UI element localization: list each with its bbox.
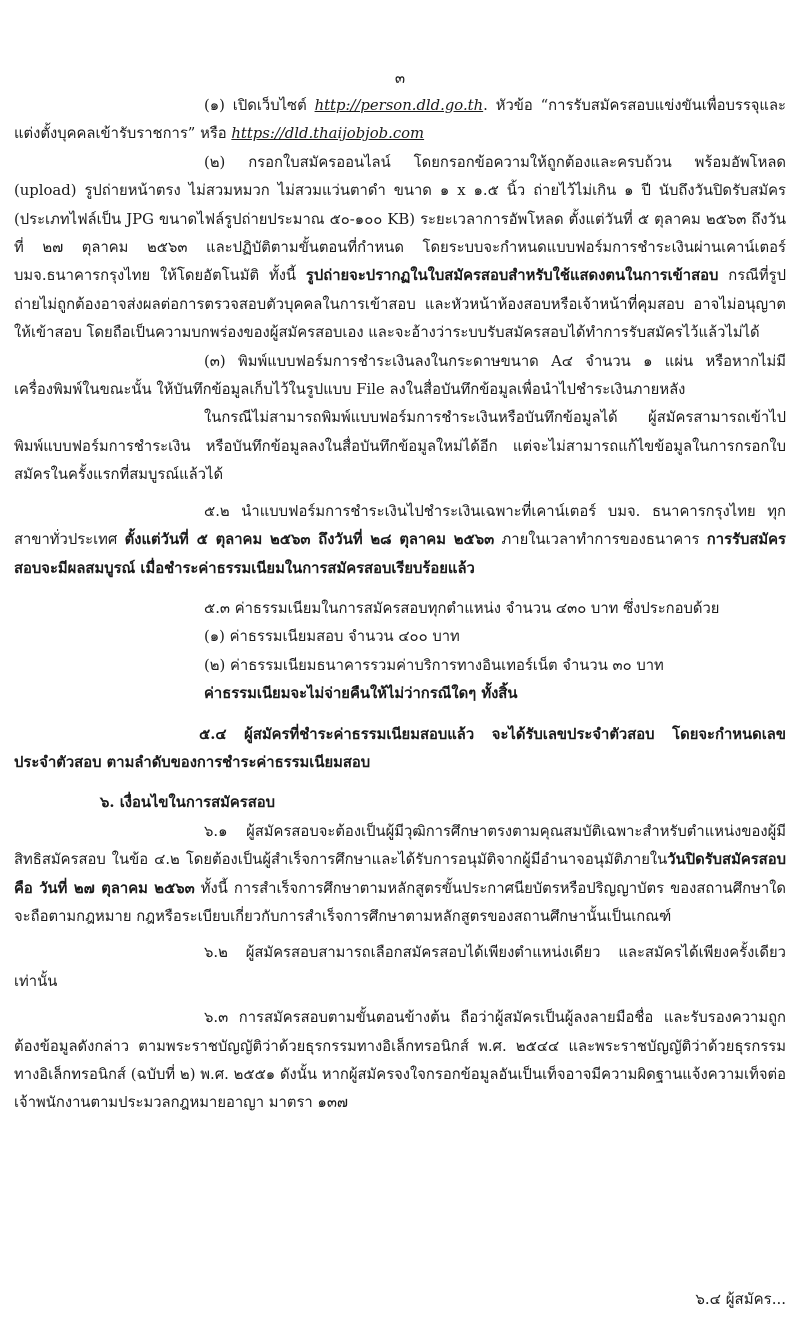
item-open-website (14, 92, 786, 149)
section-5-2 (14, 498, 786, 583)
section-5-2-payment-dates: ตั้งแต่วันที่ ๕ ตุลาคม ๒๕๖๓ ถึงวันที่ ๒๘ ตุลาคม ๒๕๖๓ (124, 531, 495, 549)
document-body (14, 92, 786, 1118)
section-5-2-text-b: ภายในเวลาทำการของธนาคาร (494, 531, 707, 549)
fee-exam: (๑) ค่าธรรมเนียมสอบ จำนวน ๔๐๐ บาท (204, 628, 460, 646)
section-6-3: ๖.๓ การสมัครสอบตามขั้นตอนข้างต้น ถือว่าผู้สมัครเป็นผู้ลงลายมือชื่อ และรับรองความถูกต้องข้อมูลดังกล่าว ตามพระราชบัญญัติว่าด้วยธุรกรรมทางอิเล็กทรอนิกส์ พ.ศ. ๒๕๔๔ และพระราชบัญญัติว่าด้วยธุรกรรมทางอิเล็กทรอนิกส์ (ฉบับที่ ๒) พ.ศ. ๒๕๕๑ ดังนั้น หากผู้สมัครจงใจกรอกข้อมูลอันเป็นเท็จอาจมีความผิดฐานแจ้งความเท็จต่อเจ้าพนักงานตามประมวลกฎหมายอาญา มาตรา ๑๓๗ (14, 1009, 786, 1112)
section-5-4: ๕.๔ ผู้สมัครที่ชำระค่าธรรมเนียมสอบแล้ว จะได้รับเลขประจำตัวสอบ โดยจะกำหนดเลขประจำตัวสอบ ตามลำดับของการชำระค่าธรรมเนียมสอบ (14, 725, 786, 771)
section-6-heading: ๖. เงื่อนไขในการสมัครสอบ (100, 794, 276, 812)
section-6-1 (14, 818, 786, 932)
section-5-3: ๕.๓ ค่าธรรมเนียมในการสมัครสอบทุกตำแหน่ง จำนวน ๔๓๐ บาท ซึ่งประกอบด้วย (204, 599, 720, 617)
section-5-2-text-a: ๕.๒ นำแบบฟอร์มการชำระเงินไปชำระเงินเฉพาะที่เคาน์เตอร์ บมจ. ธนาคารกรุงไทย ทุกสาขาทั่วประเทศ (14, 502, 786, 549)
fee-non-refundable-notice: ค่าธรรมเนียมจะไม่จ่ายคืนให้ไม่ว่ากรณีใดๆ ทั้งสิ้น (204, 685, 518, 703)
photo-notice-bold: รูปถ่ายจะปรากฏในใบสมัครสอบสำหรับใช้แสดงตนในการเข้าสอบ (305, 267, 719, 285)
section-6-1-text-a: ๖.๑ ผู้สมัครสอบจะต้องเป็นผู้มีวุฒิการศึกษาตรงตามคุณสมบัติเฉพาะสำหรับตำแหน่งของผู้มีสิทธิสมัครสอบ ในข้อ ๔.๒ โดยต้องเป็นผู้สำเร็จการศึกษาและได้รับการอนุมัติจากผู้มีอำนาจอนุมัติภายใน (14, 822, 786, 869)
section-6-1-closing-date: วันปิดรับสมัครสอบ คือ วันที่ ๒๗ ตุลาคม ๒๕๖๓ (14, 851, 786, 897)
item-open-website-text-b: . หัวข้อ “การรับสมัครสอบแข่งขันเพื่อบรรจุและแต่งตั้งบุคคลเข้ารับราชการ” หรือ (14, 97, 786, 143)
item-fill-online-form-text-a: (๒) กรอกใบสมัครออนไลน์ โดยกรอกข้อความให้ถูกต้องและครบถ้วน พร้อมอัพโหลด (upload) รูปถ่ายหน้าตรง ไม่สวมหมวก ไม่สวมแว่นตาดำ ขนาด ๑ x ๑.๕ นิ้ว ถ่ายไว้ไม่เกิน ๑ ปี นับถึงวันปิดรับสมัคร (ประเภทไฟล์เป็น JPG ขนาดไฟล์รูปถ่ายประมาณ ๕๐-๑๐๐ KB) ระยะเวลาการอัพโหลด ตั้งแต่วันที่ ๕ ตุลาคม ๒๕๖๓ ถึงวันที่ ๒๗ ตุลาคม ๒๕๖๓ และปฏิบัติตามขั้นตอนที่กำหนด โดยระบบจะกำหนดแบบฟอร์มการชำระเงินผ่านเคาน์เตอร์ บมจ.ธนาคารกรุงไทย ให้โดยอัตโนมัติ ทั้งนี้ (14, 153, 786, 285)
section-6-1-text-b: ทั้งนี้ การสำเร็จการศึกษาตามหลักสูตรขั้นประกาศนียบัตรหรือปริญญาบัตร ของสถานศึกษาใด จะถือตามกฎหมาย กฎหรือระเบียบเกี่ยวกับการสำเร็จการศึกษาตามหลักสูตรของสถานศึกษานั้นเป็นเกณฑ์ (14, 879, 787, 925)
section-5-2-completion-notice: การรับสมัครสอบจะมีผลสมบูรณ์ เมื่อชำระค่าธรรมเนียมในการสมัครสอบเรียบร้อยแล้ว (14, 531, 786, 577)
item-fill-online-form-text-b: กรณีที่รูปถ่ายไม่ถูกต้องอาจส่งผลต่อการตรวจสอบตัวบุคคลในการเข้าสอบ และหัวหน้าห้องสอบหรือเจ้าหน้าที่คุมสอบ อาจไม่อนุญาตให้เข้าสอบ โดยถือเป็นความบกพร่องของผู้สมัครสอบเอง และจะอ้างว่าระบบรับสมัครสอบได้ทำการรับสมัครไว้แล้วไม่ได้ (14, 267, 786, 342)
thaijobjob-link[interactable]: https://dld.thaijobjob.com (231, 125, 425, 143)
fee-bank: (๒) ค่าธรรมเนียมธนาคารรวมค่าบริการทางอินเทอร์เน็ต จำนวน ๓๐ บาท (204, 656, 664, 674)
item-fill-online-form (14, 149, 786, 348)
continued-footer: ๖.๔ ผู้สมัคร... (695, 1290, 786, 1308)
person-dld-link[interactable]: http://person.dld.go.th (314, 97, 484, 114)
page-number: ๓ (394, 69, 406, 87)
item-print-payment-form: (๓) พิมพ์แบบฟอร์มการชำระเงินลงในกระดาษขนาด A๔ จำนวน ๑ แผ่น หรือหากไม่มีเครื่องพิมพ์ในขณะนั้น ให้บันทึกข้อมูลเก็บไว้ในรูปแบบ File ลงในสื่อบันทึกข้อมูลเพื่อนำไปชำระเงินภายหลัง (14, 352, 786, 399)
item-open-website-text-a: (๑) เปิดเว็บไซต์ (204, 97, 315, 114)
section-6-2: ๖.๒ ผู้สมัครสอบสามารถเลือกสมัครสอบได้เพียงตำแหน่งเดียว และสมัครได้เพียงครั้งเดียวเท่านั้น (14, 944, 786, 990)
item-print-payment-note: ในกรณีไม่สามารถพิมพ์แบบฟอร์มการชำระเงินหรือบันทึกข้อมูลได้ ผู้สมัครสามารถเข้าไปพิมพ์แบบฟอร์มการชำระเงิน หรือบันทึกข้อมูลลงในสื่อบันทึกข้อมูลใหม่ได้อีก แต่จะไม่สามารถแก้ไขข้อมูลในการกรอกใบสมัครในครั้งแรกที่สมบูรณ์แล้วได้ (14, 409, 786, 484)
